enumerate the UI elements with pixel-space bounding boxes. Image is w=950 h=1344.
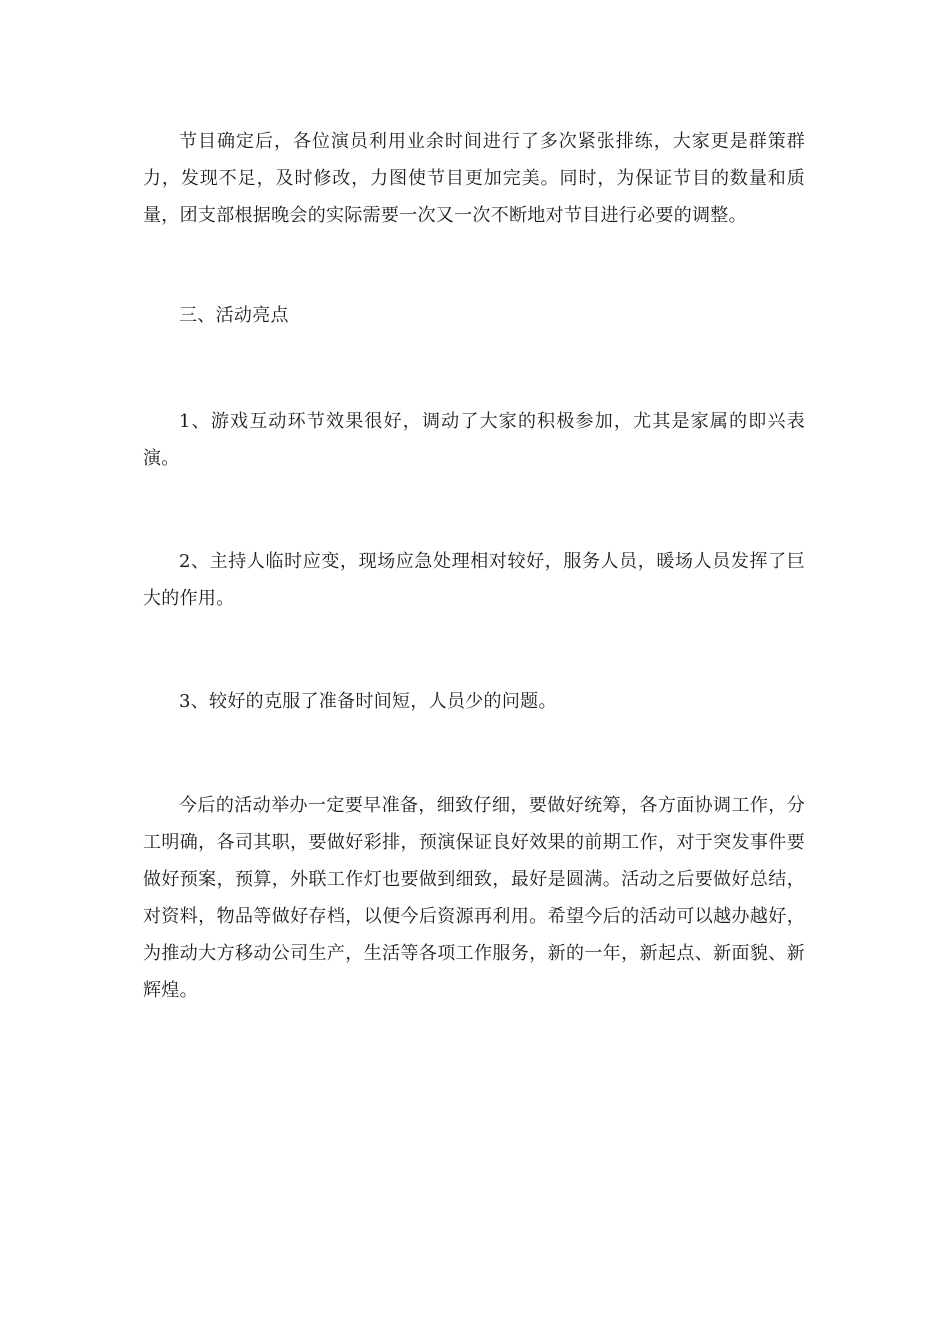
section-heading-activity-highlights: 三、活动亮点 (179, 305, 289, 326)
highlight-item-2: 2、主持人临时应变，现场应急处理相对较好，服务人员，暖场人员发挥了巨大的作用。 (143, 551, 805, 609)
highlight-item-3: 3、较好的克服了准备时间短，人员少的问题。 (179, 691, 557, 712)
paragraph-future-improvements: 今后的活动举办一定要早准备，细致仔细，要做好统筹，各方面协调工作，分工明确，各司其职，要做好彩排，预演保证良好效果的前期工作，对于突发事件要做好预案，预算，外联工作灯也要做到细致，最好是圆满。活动之后要做好总结，对资料，物品等做好存档，以便今后资源再利用。希望今后的活动可以越办越好，为推动大方移动公司生产，生活等各项工作服务，新的一年，新起点、新面貌、新辉煌。 (143, 795, 805, 1001)
highlight-item-1: 1、游戏互动环节效果很好，调动了大家的积极参加，尤其是家属的即兴表演。 (143, 411, 805, 469)
paragraph-program-rehearsal: 节目确定后，各位演员利用业余时间进行了多次紧张排练，大家更是群策群力，发现不足，及时修改，力图使节目更加完美。同时，为保证节目的数量和质量，团支部根据晚会的实际需要一次又一次不断地对节目进行必要的调整。 (143, 131, 805, 226)
